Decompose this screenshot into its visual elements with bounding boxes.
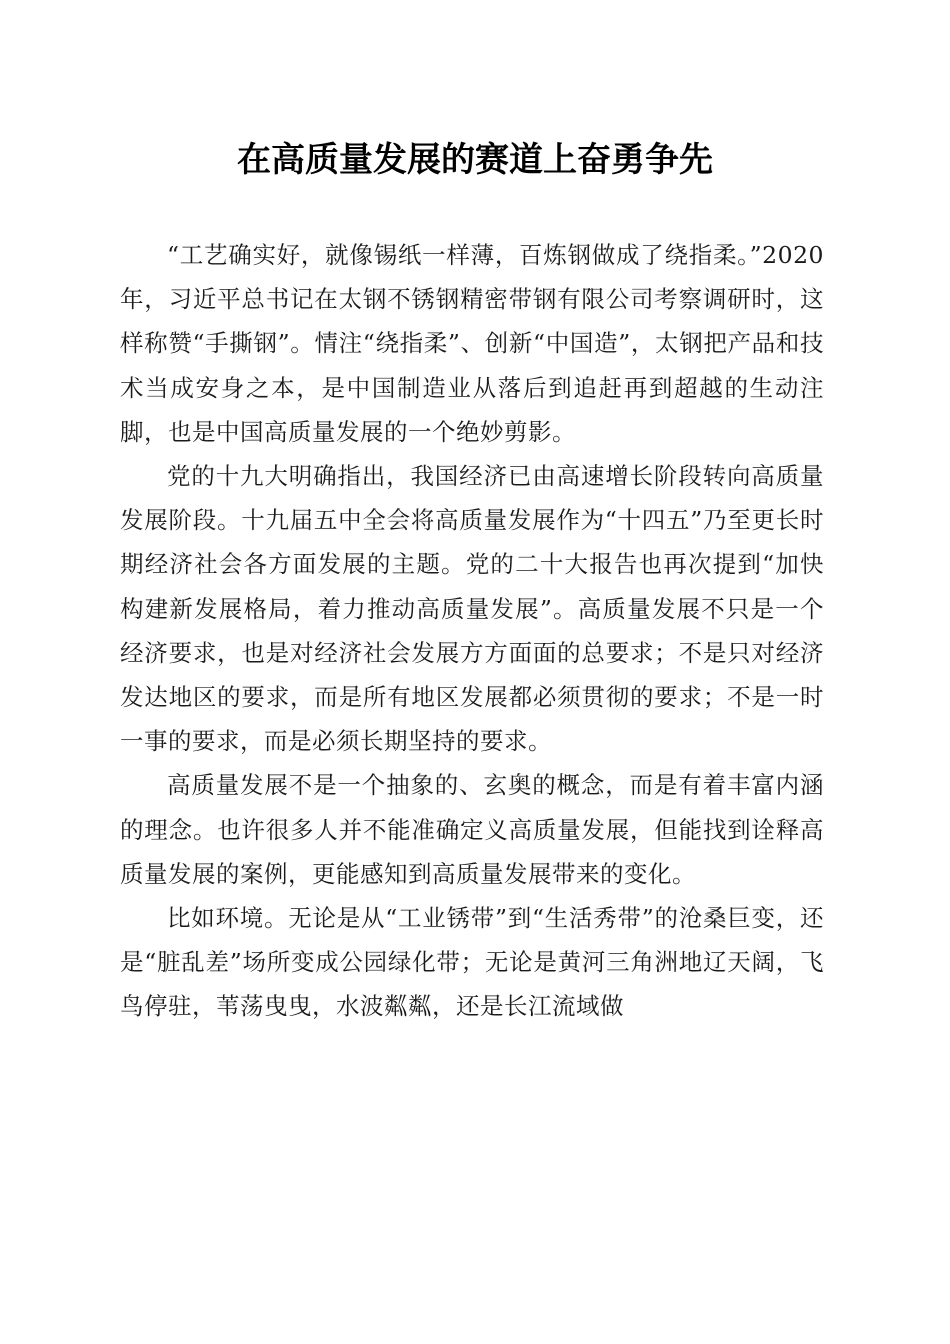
document-title: 在高质量发展的赛道上奋勇争先 xyxy=(237,140,713,180)
paragraph-1: “工艺确实好，就像锡纸一样薄，百炼钢做成了绕指柔。”2020年，习近平总书记在太钢不锈钢精密带钢有限公司考察调研时，这样称赞“手撕钢”。情注“绕指柔”、创新“中国造”，太钢把产品和技术当成安身之本，是中国制造业从落后到追赶再到超越的生动注脚，也是中国高质量发展的一个绝妙剪影。 xyxy=(120,241,824,446)
document-body xyxy=(120,233,824,1029)
paragraph-2: 党的十九大明确指出，我国经济已由高速增长阶段转向高质量发展阶段。十九届五中全会将高质量发展作为“十四五”乃至更长时期经济社会各方面发展的主题。党的二十大报告也再次提到“加快构建新发展格局，着力推动高质量发展”。高质量发展不只是一个经济要求，也是对经济社会发展方方面面的总要求；不是只对经济发达地区的要求，而是所有地区发展都必须贯彻的要求；不是一时一事的要求，而是必须长期坚持的要求。 xyxy=(120,462,824,756)
paragraph-4: 比如环境。无论是从“工业锈带”到“生活秀带”的沧桑巨变，还是“脏乱差”场所变成公园绿化带；无论是黄河三角洲地辽天阔，飞鸟停驻，苇荡曳曳，水波粼粼，还是长江流域做 xyxy=(120,904,824,1021)
paragraph-3: 高质量发展不是一个抽象的、玄奥的概念，而是有着丰富内涵的理念。也许很多人并不能准确定义高质量发展，但能找到诠释高质量发展的案例，更能感知到高质量发展带来的变化。 xyxy=(120,771,824,888)
